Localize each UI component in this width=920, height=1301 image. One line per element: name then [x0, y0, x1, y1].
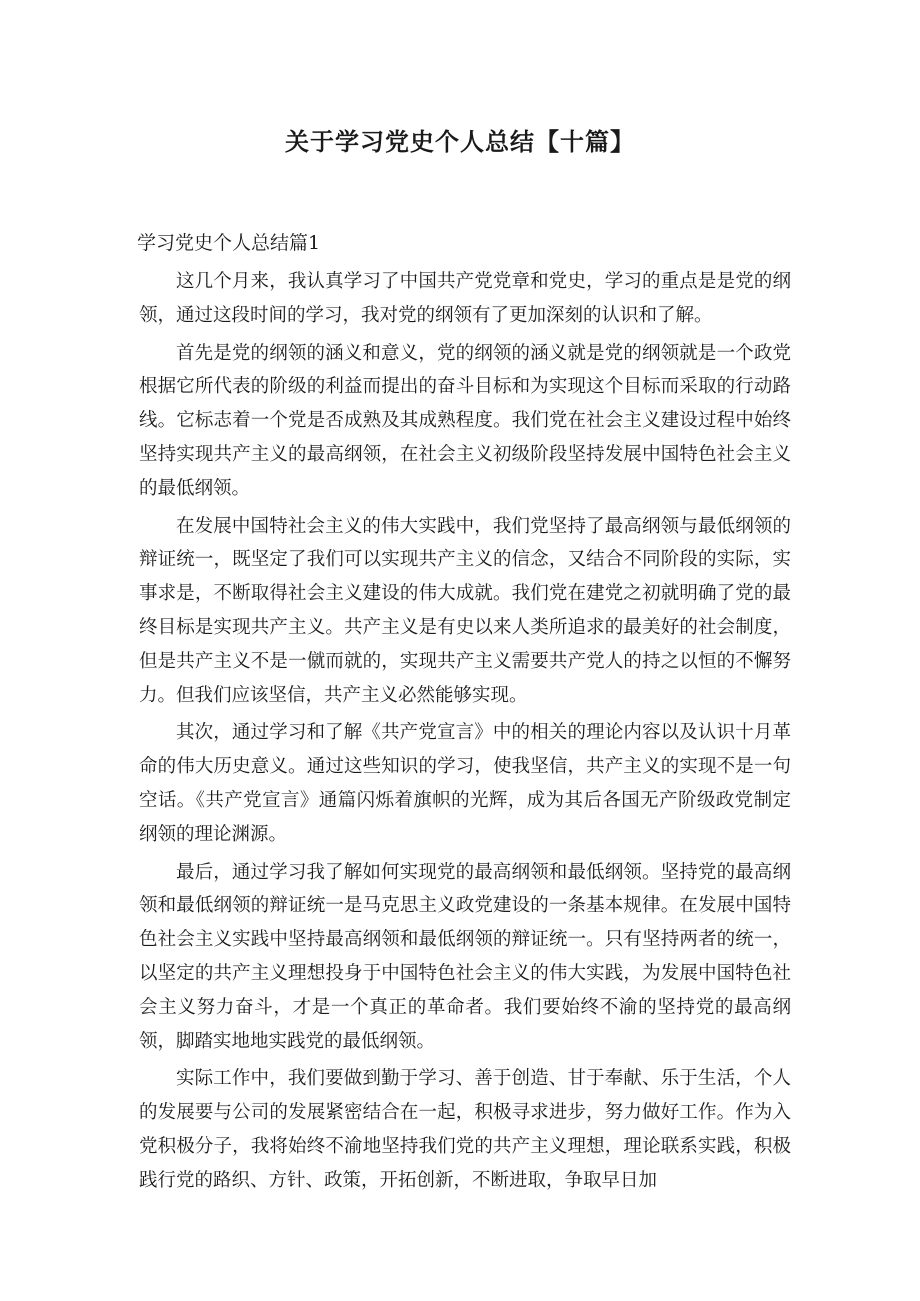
paragraph-5: 最后，通过学习我了解如何实现党的最高纲领和最低纲领。坚持党的最高纲领和最低纲领的辩证统一是马克思主义政党建设的一条基本规律。在发展中国特色社会主义实践中坚持最高纲领和最低纲领的辩证统一。只有坚持两者的统一，以坚定的共产主义理想投身于中国特色社会主义的伟大实践，为发展中国特色社会主义努力奋斗，才是一个真正的革命者。我们要始终不渝的坚持党的最高纲领，脚踏实地地实践党的最低纲领。 — [139, 861, 791, 1052]
section-heading: 学习党史个人总结篇1 — [137, 232, 321, 254]
document-title: 关于学习党史个人总结【十篇】 — [285, 128, 635, 156]
paragraph-1: 这几个月来，我认真学习了中国共产党党章和党史，学习的重点是是党的纲领，通过这段时间的学习，我对党的纲领有了更加深刻的认识和了解。 — [139, 271, 791, 326]
paragraph-4: 其次，通过学习和了解《共产党宣言》中的相关的理论内容以及认识十月革命的伟大历史意义。通过这些知识的学习，使我坚信，共产主义的实现不是一句空话。《共产党宣言》通篇闪烁着旗帜的光辉，成为其后各国无产阶级政党制定纲领的理论渊源。 — [139, 722, 791, 845]
paragraph-2: 首先是党的纲领的涵义和意义，党的纲领的涵义就是党的纲领就是一个政党根据它所代表的阶级的利益而提出的奋斗目标和为实现这个目标而采取的行动路线。它标志着一个党是否成熟及其成熟程度。我们党在社会主义建设过程中始终坚持实现共产主义的最高纲领，在社会主义初级阶段坚持发展中国特色社会主义的最低纲领。 — [139, 342, 791, 499]
paragraph-3: 在发展中国特社会主义的伟大实践中，我们党坚持了最高纲领与最低纲领的辩证统一，既坚定了我们可以实现共产主义的信念，又结合不同阶段的实际，实事求是，不断取得社会主义建设的伟大成就。我们党在建党之初就明确了党的最终目标是实现共产主义。共产主义是有史以来人类所追求的最美好的社会制度，但是共产主义不是一僦而就的，实现共产主义需要共产党人的持之以恒的不懈努力。但我们应该坚信，共产主义必然能够实现。 — [139, 515, 791, 706]
document-body — [139, 227, 791, 1202]
paragraph-6: 实际工作中，我们要做到勤于学习、善于创造、甘于奉献、乐于生活，个人的发展要与公司的发展紧密结合在一起，积极寻求进步，努力做好工作。作为入党积极分子，我将始终不渝地坚持我们党的共产主义理想，理论联系实践，积极践行党的路织、方针、政策，开拓创新，不断进取，争取早日加 — [139, 1068, 791, 1191]
